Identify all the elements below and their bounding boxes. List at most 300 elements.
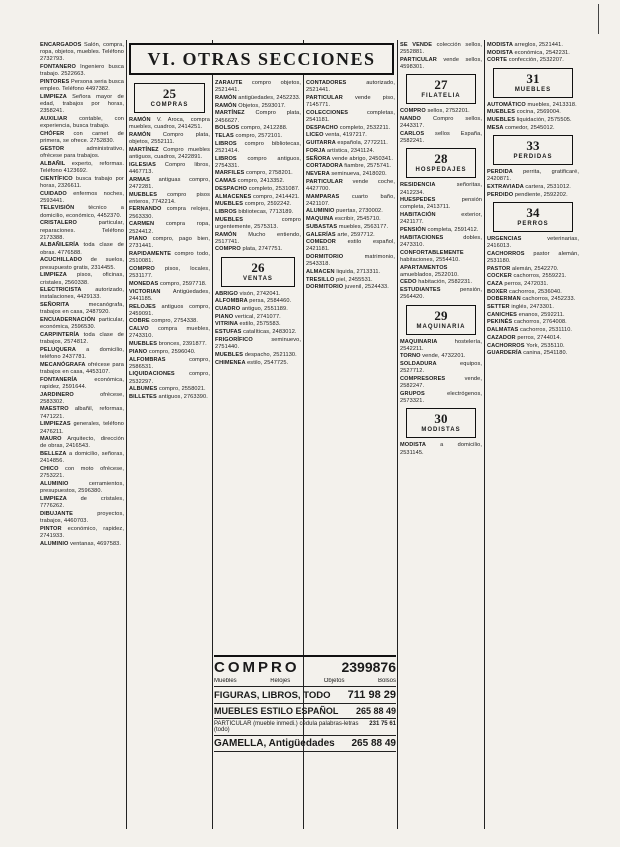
ad-keyword: COBRE xyxy=(129,318,152,325)
classified-ad xyxy=(129,394,210,401)
column-6-top-ads xyxy=(487,42,579,65)
classified-ad xyxy=(400,212,482,226)
compras-ads-continued xyxy=(215,80,301,254)
ad-text: cachorros, 2764008. xyxy=(513,319,567,326)
classified-ad xyxy=(400,265,482,279)
ad-keyword: CARMEN xyxy=(129,221,166,228)
ad-keyword: COMPRO xyxy=(215,246,243,253)
ad-text: habitaciones, 2554410. xyxy=(400,256,461,263)
classified-ad xyxy=(215,178,301,185)
classified-ad xyxy=(40,205,124,219)
ad-keyword: GUARDERÍA xyxy=(487,350,524,357)
perdidas-ads xyxy=(487,169,579,199)
ad-text: busca trabajo por horas, 2326611. xyxy=(40,175,124,189)
ad-keyword: CONFORTABLEMENTE xyxy=(400,249,464,256)
ad-text: cartera, 2531012. xyxy=(525,183,571,190)
ad-text: bronces, 2391877. xyxy=(158,341,207,348)
classified-ad xyxy=(306,148,395,155)
ad-keyword: RAMÓN xyxy=(215,231,249,238)
column-rule xyxy=(126,40,127,829)
classified-ad xyxy=(487,296,579,303)
ad-text: liquidación, 2575505. xyxy=(516,117,572,124)
ad-keyword: ENCARGADOS xyxy=(40,42,85,48)
classified-ad xyxy=(40,220,124,242)
ad-text: pensión completa, 2413711. xyxy=(400,197,482,211)
classified-ad xyxy=(487,266,579,273)
ad-keyword: DORMITORIO xyxy=(306,254,365,261)
ad-text: compro objetos, 2521441. xyxy=(215,80,301,94)
ad-keyword: MUEBLES xyxy=(487,109,517,116)
classified-ad xyxy=(40,541,124,548)
ad-keyword: PEKINÉS xyxy=(487,319,514,326)
category-number: 29 xyxy=(434,307,448,323)
classified-ad xyxy=(487,319,579,326)
figuras-phone: 711 98 29 xyxy=(347,689,396,701)
ad-text: compro, 2414421. xyxy=(252,193,300,200)
classified-ad xyxy=(40,332,124,346)
ad-keyword: LIBROS xyxy=(215,208,239,215)
classified-ad xyxy=(215,103,301,110)
classified-ad xyxy=(40,191,124,205)
classified-ad xyxy=(215,298,301,305)
ad-text: muebles, 2563177. xyxy=(338,223,389,230)
classified-ad xyxy=(306,284,395,291)
ad-text: comedor, 2545012. xyxy=(505,124,555,131)
category-name: MODISTAS xyxy=(421,427,461,434)
ad-text: particular, reparaciones. Teléfono 2173388. xyxy=(40,220,124,241)
ad-text: Compro libros, 4467713. xyxy=(129,161,210,175)
category-name: COMPRAS xyxy=(150,102,189,108)
ad-keyword: ALBAÑILERÍA xyxy=(40,242,84,249)
ad-keyword: NANDO xyxy=(400,116,433,123)
ad-text: generales, teléfono 2476211. xyxy=(40,421,124,435)
compro-ad xyxy=(214,655,396,678)
ad-text: ventanas, 4697583. xyxy=(70,540,122,547)
classified-ad xyxy=(129,236,210,250)
classified-ad xyxy=(129,349,210,356)
ad-keyword: ABRIGO xyxy=(215,290,240,297)
ad-text: compra ropa, 2524412. xyxy=(129,221,210,235)
classified-ad xyxy=(129,206,210,220)
ad-keyword: CAZA xyxy=(487,280,505,287)
ad-keyword: CACHORROS xyxy=(487,250,534,257)
ad-keyword: PIANO xyxy=(129,236,153,243)
ad-keyword: JARDINERO xyxy=(40,391,101,398)
classified-ad xyxy=(487,192,579,199)
ad-text: confección, 2532207. xyxy=(508,57,564,64)
ad-text: con moto ofrécese, 2753221. xyxy=(40,466,124,480)
category-box-hospedajes xyxy=(406,148,477,178)
ad-text: Objetos, 2593017. xyxy=(238,102,286,109)
ad-keyword: MODISTA xyxy=(400,442,441,449)
ad-keyword: ALUMINIO xyxy=(306,208,337,215)
ad-keyword: ALFOMBRAS xyxy=(129,356,190,363)
classified-ad xyxy=(40,161,124,175)
ad-text: Señora mayor de edad, trabajos por horas, 2358241. xyxy=(40,93,124,115)
ad-keyword: COMPRESORES xyxy=(400,376,465,383)
classified-ad xyxy=(215,201,301,208)
ad-keyword: BOLSOS xyxy=(215,125,241,132)
ad-keyword: ESTUFAS xyxy=(215,329,244,336)
ad-keyword: VITRINA xyxy=(215,321,240,328)
ad-keyword: ALUMINIO xyxy=(40,540,71,547)
ad-keyword: PARTICULAR xyxy=(400,56,444,63)
classified-ad xyxy=(215,80,301,94)
classified-ad xyxy=(215,186,301,193)
classified-ad xyxy=(487,42,579,49)
classified-ad xyxy=(129,289,210,303)
ad-keyword: SETTER xyxy=(487,304,512,311)
ad-text: administrativo, ofrécese para trabajos. xyxy=(40,145,124,160)
classified-ad xyxy=(306,132,395,139)
ad-text: Mucho entiendo, 2517741. xyxy=(215,231,301,245)
ad-keyword: PARTICULAR xyxy=(306,94,355,101)
margin-mark xyxy=(598,4,599,34)
ad-text: a domicilio, 2531145. xyxy=(400,442,482,456)
classified-ad xyxy=(40,406,124,420)
ad-keyword: MUEBLES xyxy=(487,117,517,124)
ad-keyword: DESPACHO xyxy=(306,124,340,131)
ad-text: venta, 4197217. xyxy=(325,132,367,139)
classified-ad xyxy=(40,451,124,465)
ad-text: vende piso, 7145771. xyxy=(306,94,395,109)
ad-keyword: CEDO xyxy=(400,279,419,286)
classified-ad xyxy=(306,140,395,147)
ad-keyword: ALBUMES xyxy=(129,386,160,393)
ad-keyword: GRUPOS xyxy=(400,391,448,397)
ad-keyword: CARPINTERÍA xyxy=(40,331,84,338)
ad-keyword: TELAS xyxy=(215,132,236,139)
ad-keyword: MODISTA xyxy=(487,49,515,56)
ad-keyword: VICTORIAN xyxy=(129,288,173,295)
ad-text: pisos, locales, 2531177. xyxy=(129,266,210,280)
ad-keyword: COCKER xyxy=(487,273,514,280)
classified-ad xyxy=(487,350,579,357)
particular-phone: 231 75 61 xyxy=(369,721,396,727)
ad-text: exterior, 2421177. xyxy=(400,212,482,226)
category-number: 30 xyxy=(434,411,448,427)
ad-text: particular, económica, 2596530. xyxy=(40,317,124,331)
classified-ad xyxy=(40,526,124,540)
classified-ad xyxy=(306,194,395,208)
classified-ad xyxy=(400,391,482,405)
ad-text: cachorros, 2452233. xyxy=(522,296,576,303)
classified-ad xyxy=(215,321,301,328)
ad-keyword: CONTADORES xyxy=(306,80,367,86)
ad-text: compro, 2754338. xyxy=(151,318,199,325)
ad-text: mecanógrafa, trabajos en casa, 2487920. xyxy=(40,302,124,316)
classified-ad xyxy=(400,250,482,264)
classified-ad xyxy=(487,169,579,183)
classified-ad xyxy=(306,232,395,239)
classified-ad xyxy=(400,197,482,211)
compro-item: Bolsos xyxy=(377,678,396,684)
category-box-perdidas xyxy=(493,135,572,165)
classified-ad xyxy=(487,281,579,288)
category-box-muebles xyxy=(493,68,572,98)
ad-text: cocina, 2569004. xyxy=(516,109,561,116)
ad-keyword: BELLEZA xyxy=(40,451,69,458)
classified-ad xyxy=(40,42,124,64)
classified-ad xyxy=(400,108,482,115)
category-box-filatelia xyxy=(406,74,477,104)
classified-ad xyxy=(306,80,395,94)
classified-ad xyxy=(215,125,301,132)
compro-items xyxy=(214,678,396,686)
ad-text: a domicilio, teléfono 2437781. xyxy=(40,346,124,361)
ad-keyword: PERDIDA xyxy=(487,168,524,175)
ad-keyword: LIMPIEZA xyxy=(40,93,73,100)
ad-text: pisos, oficinas, cristales, 2560338. xyxy=(40,272,124,286)
ad-keyword: SOLDADURA xyxy=(400,361,461,368)
maquinaria-ads xyxy=(400,339,482,406)
classified-ad xyxy=(400,57,482,71)
classified-ad xyxy=(400,42,482,56)
ad-keyword: COMPRO xyxy=(129,266,165,273)
ad-text: autorizado, instalaciones, 4429133. xyxy=(40,287,124,301)
classified-ad xyxy=(215,329,301,336)
classified-ad xyxy=(215,232,301,246)
ad-text: colección sellos, 2552881. xyxy=(400,42,482,56)
ad-keyword: ALUMINIO xyxy=(40,480,89,487)
category-box-perros xyxy=(493,202,572,232)
classified-ad xyxy=(129,371,210,385)
figuras-text: FIGURAS, LIBROS, TODO xyxy=(214,690,331,701)
ad-text: V. Aroca, compra muebles, cuadros, 2414251. xyxy=(129,117,210,131)
classified-ad xyxy=(40,496,124,510)
classified-ad xyxy=(40,317,124,331)
ad-text: Salón, compra, ropa, objetos, muebles. Teléfono 2732793. xyxy=(40,42,124,63)
ad-keyword: MAURO xyxy=(40,436,68,443)
classified-ad xyxy=(306,125,395,132)
ad-keyword: RAMÓN xyxy=(129,117,157,123)
ad-keyword: CUIDADO xyxy=(40,190,74,197)
classified-ad xyxy=(306,110,395,124)
category-name: PERROS xyxy=(517,220,549,227)
classified-ad xyxy=(306,277,395,284)
ad-keyword: CHÓFER xyxy=(40,130,74,137)
ad-keyword: DIBUJANTE xyxy=(40,510,98,517)
classified-ad xyxy=(40,146,124,160)
ad-keyword: TELEVISIÓN xyxy=(40,205,89,212)
ad-keyword: DORMITORIO xyxy=(306,284,345,291)
ad-keyword: FRIGORÍFICO xyxy=(215,336,272,343)
ad-keyword: MUEBLES xyxy=(215,201,245,208)
ad-text: Compro sellos, 2443317. xyxy=(400,116,482,130)
category-number: 34 xyxy=(526,204,540,220)
column-rule xyxy=(484,40,485,829)
ad-text: proyectos, trabajos, 4460703. xyxy=(40,510,124,524)
classified-ad xyxy=(215,291,301,298)
ad-keyword: ARMAS xyxy=(129,176,159,183)
ad-text: compro, 2572101. xyxy=(235,132,283,139)
classified-ad xyxy=(129,281,210,288)
ad-keyword: LIMPIEZA xyxy=(40,272,78,279)
classifieds-column-2 xyxy=(129,80,210,827)
classified-ad xyxy=(40,116,124,130)
ad-keyword: GESTOR xyxy=(40,145,87,152)
classified-ad xyxy=(129,386,210,393)
ad-text: estilo, 2547725. xyxy=(247,359,289,366)
ad-keyword: ESTUDIANTES xyxy=(400,287,461,294)
classified-ad xyxy=(215,95,301,102)
ad-text: canina, 2541180. xyxy=(523,350,568,357)
ad-keyword: FORJA xyxy=(306,147,327,154)
classified-ad xyxy=(487,327,579,334)
ad-text: bibliotecas, 7713189. xyxy=(238,208,294,215)
ad-keyword: HABITACIONES xyxy=(400,234,464,241)
ad-text: pendiente, 2592202. xyxy=(514,191,568,198)
classified-ad xyxy=(487,273,579,280)
ad-keyword: URGENCIAS xyxy=(487,235,548,242)
classified-ad xyxy=(40,79,124,93)
ad-text: vende, 2582247. xyxy=(400,376,482,390)
ad-text: albañil, reformas, 7471221. xyxy=(40,406,124,420)
ad-text: veterinarias, 2416013. xyxy=(487,235,579,249)
ad-text: electrógenos, 2573321. xyxy=(400,391,482,405)
ad-keyword: RAPIDAMENTE xyxy=(129,251,175,258)
classified-ad xyxy=(400,287,482,301)
ad-keyword: CHICO xyxy=(40,466,65,473)
ad-keyword: BOXER xyxy=(487,288,510,295)
classified-ad xyxy=(129,147,210,161)
ad-keyword: CUADRO xyxy=(215,306,242,313)
section-title: VI. OTRAS SECCIONES xyxy=(129,43,394,75)
ad-text: hostelería, 2542211. xyxy=(400,338,482,352)
classified-ad xyxy=(487,289,579,296)
ad-text: muebles, 2413318. xyxy=(527,101,577,108)
category-number: 33 xyxy=(526,137,540,153)
ad-keyword: PIANO xyxy=(215,313,235,320)
classified-ad xyxy=(306,171,395,178)
ad-keyword: AUTOMÁTICO xyxy=(487,101,528,108)
classified-ad xyxy=(400,131,482,145)
classified-ad xyxy=(129,221,210,235)
classified-ad xyxy=(306,156,395,163)
muebles-estilo-phone: 265 88 49 xyxy=(355,706,396,716)
ad-keyword: TRESILLO xyxy=(306,276,337,283)
ad-keyword: FONTANERÍA xyxy=(40,376,95,383)
ad-text: piel, 2455531. xyxy=(336,276,373,283)
ad-text: compra relojes, 2563330. xyxy=(129,206,210,220)
classifieds-column-4 xyxy=(306,80,395,652)
ad-keyword: ALFOMBRA xyxy=(215,298,250,305)
ad-keyword: EXTRAVIADA xyxy=(487,183,526,190)
category-name: MUEBLES xyxy=(514,86,552,93)
classified-ad xyxy=(129,132,210,146)
ad-keyword: CARLOS xyxy=(400,130,436,137)
column-rule xyxy=(212,40,213,829)
classified-ad xyxy=(400,339,482,353)
ventas-ads xyxy=(215,291,301,367)
ad-keyword: ELECTRICISTA xyxy=(40,287,96,294)
muebles-estilo-text: MUEBLES ESTILO ESPAÑOL xyxy=(214,706,339,716)
ad-keyword: MARTÍNEZ xyxy=(215,110,256,117)
classified-ad xyxy=(487,117,579,124)
ad-text: artística, 2341124. xyxy=(326,147,375,154)
ad-text: contable, con experiencia, busca trabajo. xyxy=(40,116,124,130)
ad-keyword: DALMATAS xyxy=(487,327,521,334)
ad-text: enanos, 2592211. xyxy=(518,311,565,318)
ad-keyword: MUEBLES xyxy=(215,216,282,223)
ad-text: vende coche, 4427700. xyxy=(306,178,395,192)
ad-keyword: PERDIDO xyxy=(487,191,515,198)
classified-ad xyxy=(306,239,395,253)
classified-ad xyxy=(306,208,395,215)
ad-keyword: MAQUINA xyxy=(306,216,335,223)
ad-text: matrimonio, 2543318. xyxy=(306,254,395,268)
classified-ad xyxy=(400,442,482,456)
category-number: 28 xyxy=(434,151,448,167)
ad-text: compro, 2586531. xyxy=(129,356,210,370)
ad-keyword: CRISTALERO xyxy=(40,220,99,227)
ad-keyword: MARTÍNEZ xyxy=(129,146,164,153)
ad-keyword: CORTADORA xyxy=(306,163,345,170)
ad-text: arte, 2597712. xyxy=(337,231,375,238)
ad-text: estilo, 2575583. xyxy=(239,321,281,328)
display-ads-block xyxy=(214,655,396,752)
classified-ad xyxy=(40,511,124,525)
classified-ad xyxy=(306,269,395,276)
classified-ad xyxy=(215,194,301,201)
ad-keyword: TORNO xyxy=(400,353,423,360)
figuras-ad xyxy=(214,686,396,703)
ad-text: económico, rapidez, 2741933. xyxy=(40,525,124,539)
muebles-ads xyxy=(487,102,579,132)
ad-text: sellos España, 2582241. xyxy=(400,130,482,145)
ad-keyword: CACHORROS xyxy=(487,342,527,349)
ad-text: pensión, 2564420. xyxy=(400,287,482,301)
classified-ad xyxy=(40,466,124,480)
classified-ad xyxy=(40,242,124,256)
classified-ad xyxy=(400,116,482,130)
ad-text: perros, 2744014. xyxy=(517,334,562,341)
ad-keyword: CORTE xyxy=(487,57,509,64)
ad-text: antiguas compro, 2472281. xyxy=(129,176,210,190)
ad-text: de cristales, 7776262. xyxy=(40,495,124,510)
compro-word: COMPRO xyxy=(214,659,300,676)
ad-text: sellos, 2752201. xyxy=(427,108,470,115)
ad-keyword: ALBAÑIL xyxy=(40,160,72,167)
ad-keyword: LIMPIEZAS xyxy=(40,421,74,428)
ad-keyword: MESA xyxy=(487,124,506,131)
classified-ad xyxy=(215,306,301,313)
classified-ad xyxy=(129,162,210,176)
ad-keyword: LICEO xyxy=(306,132,326,139)
ad-text: equipos, 2527712. xyxy=(400,361,482,375)
classified-ad xyxy=(487,304,579,311)
ad-text: de suelos, presupuesto gratis, 2314455. xyxy=(40,257,124,271)
classified-ad xyxy=(40,176,124,190)
ad-text: compro, 2758201. xyxy=(246,170,293,177)
ad-text: compro, 2558021. xyxy=(159,386,206,393)
ad-keyword: SE VENDE xyxy=(400,42,437,48)
ad-text: persa, 2584460. xyxy=(249,298,292,305)
category-name: MAQUINARIA xyxy=(416,323,466,330)
classified-ad xyxy=(40,302,124,316)
category-box-ventas xyxy=(221,257,295,287)
ad-text: seminueva, 2418020. xyxy=(331,170,387,177)
classified-ad xyxy=(400,279,482,286)
category-number: 25 xyxy=(162,86,177,101)
ad-keyword: RAMÓN xyxy=(215,102,239,109)
ventas-ads-continued xyxy=(306,80,395,292)
muebles-estilo-ad xyxy=(214,703,396,718)
category-name: FILATELIA xyxy=(421,93,461,100)
ad-keyword: COMEDOR xyxy=(306,239,348,246)
ad-keyword: MUEBLES xyxy=(215,351,245,358)
ad-text: habitación, 2582231. xyxy=(418,279,473,286)
